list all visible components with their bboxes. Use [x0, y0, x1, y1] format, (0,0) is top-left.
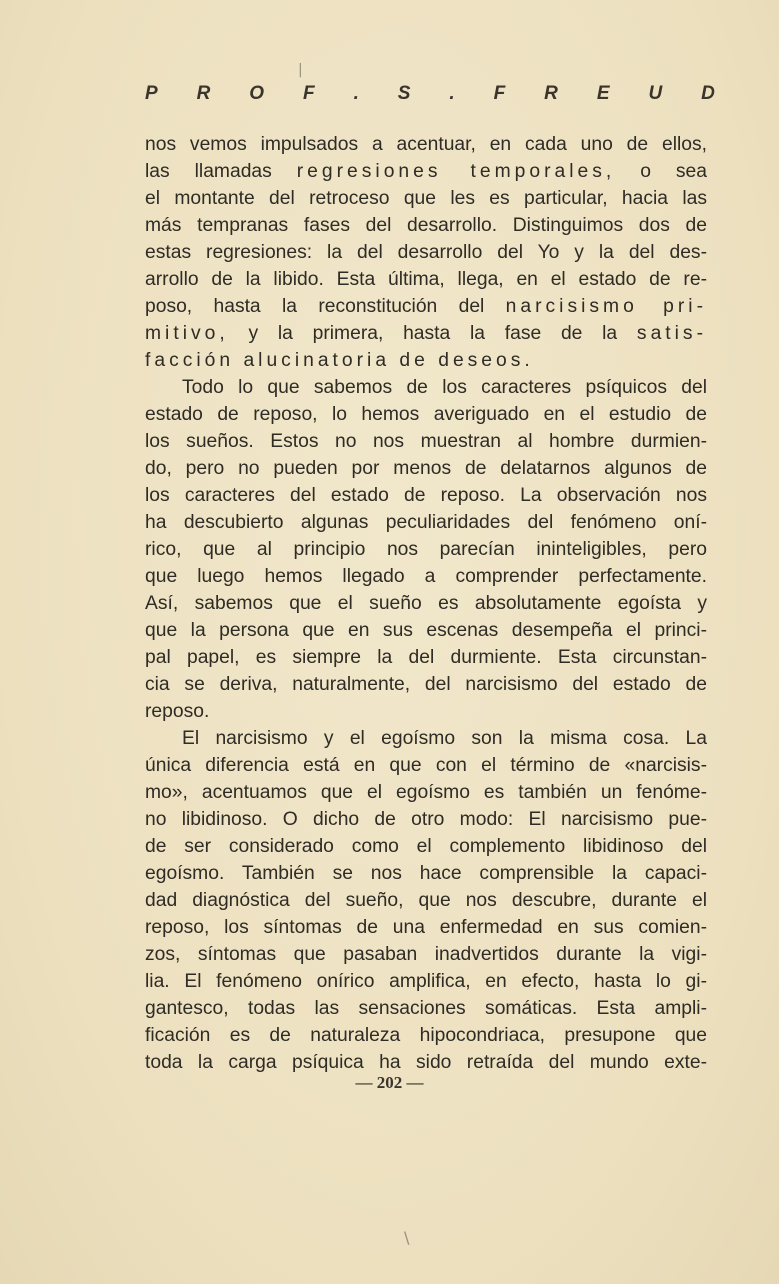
text-line: gantesco, todas las sensaciones somáticas. Esta ampli-	[145, 998, 707, 1019]
text-line: cia se deriva, naturalmente, del narcisismo del estado de	[145, 674, 707, 695]
text-line: Todo lo que sabemos de los caracteres psíquicos del	[182, 377, 707, 398]
text-line: que la persona que en sus escenas desempeña el princi-	[145, 620, 707, 641]
header-letter: D	[701, 83, 715, 104]
text-line: egoísmo. También se nos hace comprensible la capaci-	[145, 863, 707, 884]
text-line: de ser considerado como el complemento libidinoso del	[145, 836, 707, 857]
text-line: que luego hemos llegado a comprender perfectamente.	[145, 566, 707, 587]
text-line: única diferencia está en que con el término de «narcisis-	[145, 755, 707, 776]
header-letter: E	[596, 83, 610, 104]
text-line: pal papel, es siempre la del durmiente. Esta circunstan-	[145, 647, 707, 668]
text-line: El narcisismo y el egoísmo son la misma cosa. La	[182, 728, 707, 749]
spaced-emphasis: regresiones temporales,	[296, 161, 616, 182]
text-line: zos, síntomas que pasaban inadvertidos durante la vigi-	[145, 944, 707, 965]
header-letter: R	[196, 83, 211, 104]
text-line: dad diagnóstica del sueño, que nos descubre, durante el	[145, 890, 707, 911]
text-segment: las llamadas	[145, 161, 297, 182]
text-line	[145, 293, 707, 320]
text-line: el montante del retroceso que les es particular, hacia las	[145, 188, 707, 209]
paper-mark: |	[298, 62, 303, 78]
text-line: Así, sabemos que el sueño es absolutamente egoísta y	[145, 593, 707, 614]
text-line	[145, 158, 707, 185]
text-line: los caracteres del estado de reposo. La observación nos	[145, 485, 707, 506]
text-line	[145, 320, 707, 347]
header-letter: R	[544, 83, 558, 104]
text-line: estado de reposo, lo hemos averiguado en el estudio de	[145, 404, 707, 425]
text-line: reposo, los síntomas de una enfermedad en sus comien-	[145, 917, 707, 938]
spaced-emphasis: facción alucinatoria de deseos.	[145, 350, 534, 371]
text-segment: poso, hasta la reconstitución del	[145, 296, 506, 317]
text-line: ha descubierto algunas peculiaridades del fenómeno oní-	[145, 512, 707, 533]
text-line: arrollo de la libido. Esta última, llega, en el estado de re-	[145, 269, 707, 290]
text-line: reposo.	[145, 701, 210, 722]
text-line: do, pero no pueden por menos de delatarnos algunos de	[145, 458, 707, 479]
text-line: toda la carga psíquica ha sido retraída del mundo exte-	[145, 1052, 707, 1073]
paper-mark: \	[404, 1228, 410, 1247]
text-line: ficación es de naturaleza hipocondriaca, presupone que	[145, 1025, 707, 1046]
text-line: estas regresiones: la del desarrollo del Yo y la del des-	[145, 242, 707, 263]
text-line: más tempranas fases del desarrollo. Distinguimos dos de	[145, 215, 707, 236]
page-number: — 202 —	[355, 1073, 424, 1092]
text-segment: o sea	[615, 161, 707, 182]
header-letter: S	[397, 83, 411, 104]
header-letter: P	[145, 83, 158, 104]
header-letter: .	[449, 83, 455, 104]
body-text	[145, 131, 707, 1076]
spaced-emphasis: narcisismo pri-	[505, 296, 707, 317]
running-header	[145, 83, 715, 105]
spaced-emphasis: satis-	[636, 323, 707, 344]
header-letter: F	[493, 83, 506, 104]
text-line: nos vemos impulsados a acentuar, en cada uno de ellos,	[145, 134, 707, 155]
header-letter: .	[353, 83, 359, 104]
text-line: lia. El fenómeno onírico amplifica, en efecto, hasta lo gi-	[145, 971, 707, 992]
text-segment: y la primera, hasta la fase de la	[228, 323, 637, 344]
text-line: rico, que al principio nos parecían ininteligibles, pero	[145, 539, 707, 560]
text-line	[145, 347, 707, 374]
header-letter: F	[303, 83, 315, 104]
text-line: mo», acentuamos que el egoísmo es también un fenóme-	[145, 782, 707, 803]
spaced-emphasis: mitivo,	[145, 323, 229, 344]
header-letter: U	[648, 83, 663, 104]
text-line: los sueños. Estos no nos muestran al hombre durmien-	[145, 431, 707, 452]
text-line: no libidinoso. O dicho de otro modo: El narcisismo pue-	[145, 809, 707, 830]
header-letter: O	[249, 83, 265, 104]
